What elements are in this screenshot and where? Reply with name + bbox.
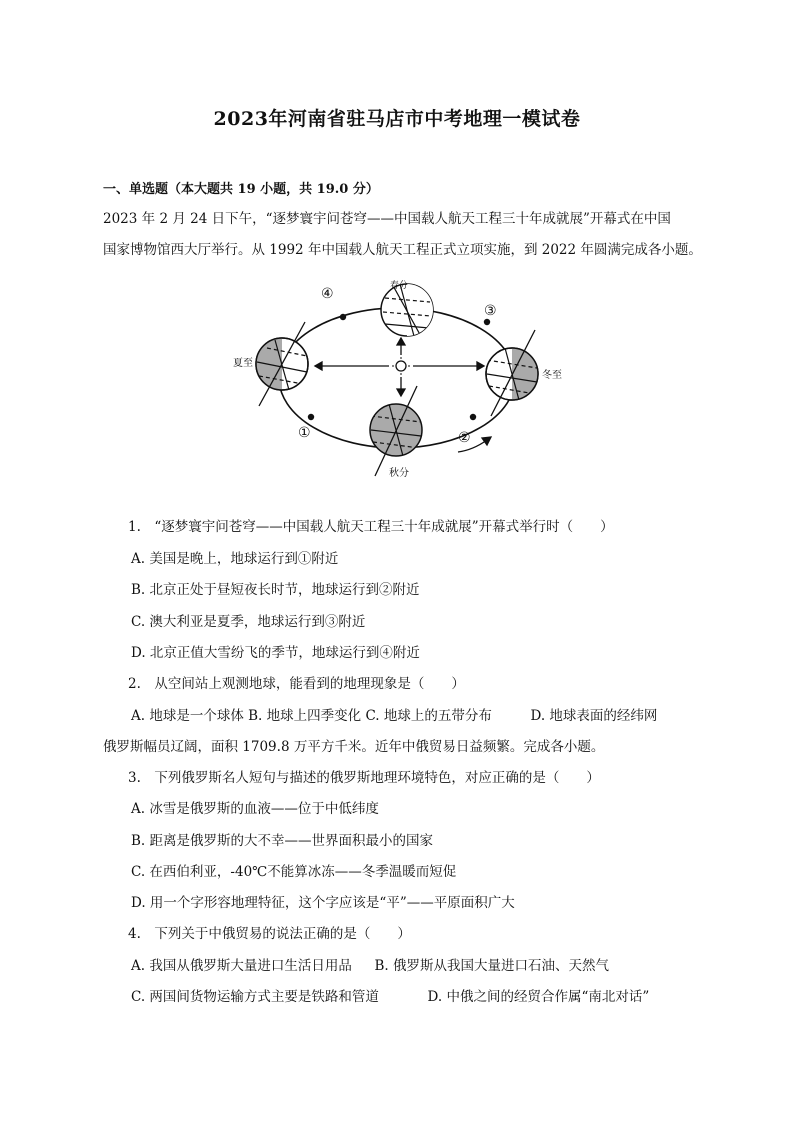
question-4-stem: 4. 下列关于中俄贸易的说法正确的是（ ）	[128, 926, 411, 942]
question-2-option-c[interactable]: C. 地球上的五带分布	[365, 708, 492, 724]
question-3-stem: 3. 下列俄罗斯名人短句与描述的俄罗斯地理环境特色，对应正确的是（ ）	[128, 770, 600, 786]
question-4-options-row-1	[131, 954, 609, 974]
label-autumn: 秋分	[389, 468, 409, 479]
question-4-option-d[interactable]: D. 中俄之间的经贸合作属“南北对话”	[427, 989, 650, 1005]
label-winter: 冬至	[542, 370, 562, 381]
orbit-point-1	[308, 414, 314, 420]
earth-winter	[486, 330, 538, 416]
section-heading: 一、单选题（本大题共 19 小题，共 19.0 分）	[103, 182, 379, 197]
question-2-option-b[interactable]: B. 地球上四季变化	[248, 708, 362, 724]
question-1-option-d[interactable]: D. 北京正值大雪纷飞的季节，地球运行到④附近	[131, 645, 420, 661]
orbit-point-3	[484, 319, 490, 325]
russia-intro: 俄罗斯幅员辽阔，面积 1709.8 万平方千米。近年中俄贸易日益频繁。完成各小题。	[103, 739, 605, 755]
intro-line-1: 2023 年 2 月 24 日下午，“逐梦寰宇问苍穹——中国载人航天工程三十年成就展”开幕式在中国	[103, 211, 671, 227]
label-spring: 春分	[390, 281, 409, 291]
question-1-stem: 1. “逐梦寰宇问苍穹——中国载人航天工程三十年成就展”开幕式举行时（ ）	[128, 519, 614, 535]
question-3-option-b[interactable]: B. 距离是俄罗斯的大不幸——世界面积最小的国家	[131, 833, 434, 849]
label-p2: ②	[458, 430, 471, 446]
page-title: 2023年河南省驻马店市中考地理一模试卷	[213, 108, 581, 130]
label-p4: ④	[321, 286, 334, 302]
question-3-option-c[interactable]: C. 在西伯利亚，-40℃不能算冰冻——冬季温暖而短促	[131, 864, 457, 880]
sun-rays-arrows	[315, 338, 484, 396]
earth-autumn	[370, 386, 422, 476]
label-summer: 夏至	[233, 358, 253, 369]
question-2-stem: 2. 从空间站上观测地球，能看到的地理现象是（ ）	[128, 676, 465, 692]
label-p1: ①	[298, 425, 311, 441]
question-4-option-c[interactable]: C. 两国间货物运输方式主要是铁路和管道	[131, 989, 379, 1005]
question-2-option-a[interactable]: A. 地球是一个球体	[131, 708, 244, 724]
question-1-option-a[interactable]: A. 美国是晚上，地球运行到①附近	[131, 551, 339, 567]
question-4-options-row-2	[131, 985, 649, 1005]
orbit-point-2	[470, 414, 476, 420]
question-2-options	[131, 704, 657, 724]
orbit-point-4	[340, 314, 346, 320]
question-4-option-a[interactable]: A. 我国从俄罗斯大量进口生活日用品	[131, 958, 352, 974]
label-p3: ③	[484, 303, 497, 319]
earth-orbit-diagram	[225, 280, 570, 485]
question-3-option-d[interactable]: D. 用一个字形容地理特征，这个字应该是“平”——平原面积广大	[131, 895, 515, 911]
question-3-option-a[interactable]: A. 冰雪是俄罗斯的血液——位于中低纬度	[131, 801, 379, 817]
question-1-option-b[interactable]: B. 北京正处于昼短夜长时节，地球运行到②附近	[131, 582, 420, 598]
intro-line-2: 国家博物馆西大厅举行。从 1992 年中国载人航天工程正式立项实施，到 2022 年圆满完成各小题。	[103, 242, 702, 258]
sun-icon	[392, 357, 410, 375]
question-2-option-d[interactable]: D. 地球表面的经纬网	[530, 708, 658, 724]
question-4-option-b[interactable]: B. 俄罗斯从我国大量进口石油、天然气	[374, 958, 609, 974]
question-1-option-c[interactable]: C. 澳大利亚是夏季，地球运行到③附近	[131, 614, 366, 630]
